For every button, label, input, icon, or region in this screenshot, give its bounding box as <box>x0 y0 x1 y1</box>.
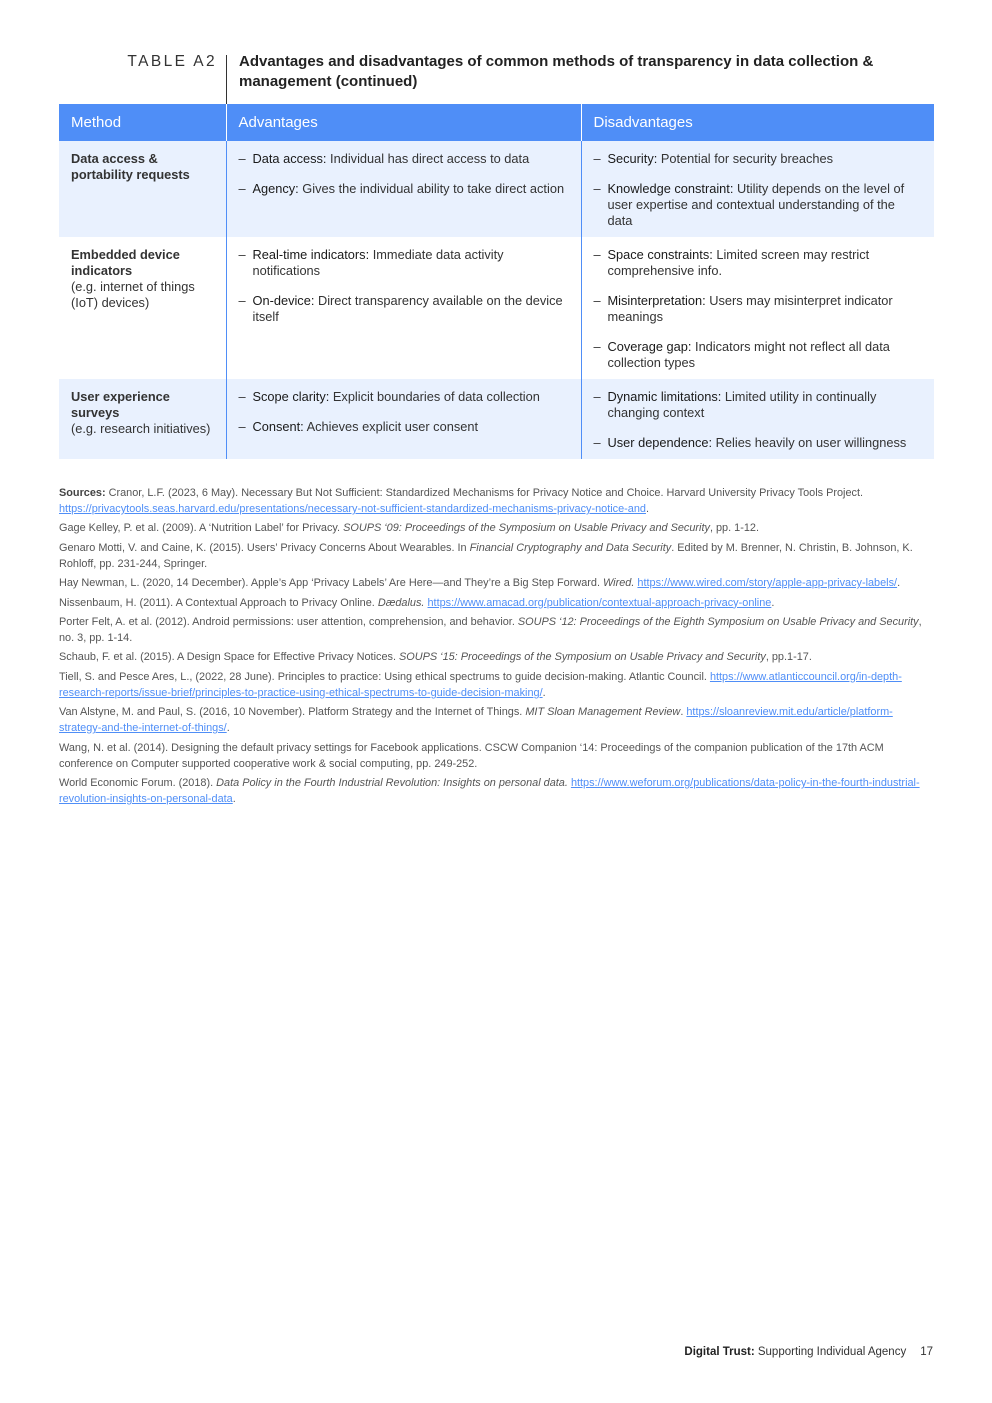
list-item <box>239 419 569 435</box>
point-term: Consent: <box>252 419 304 434</box>
footer-brand: Digital Trust: <box>684 1346 755 1358</box>
source-after: . Edited by M. Brenner, N. Christin, B. Johnson, K. Rohloff, pp. 231-244, Springer. <box>59 541 913 570</box>
point-text: Individual has direct access to data <box>326 151 530 166</box>
source-item <box>59 704 934 736</box>
method-cell <box>59 379 226 459</box>
table-row <box>59 237 934 379</box>
column-header-method: Method <box>59 104 226 141</box>
list-item <box>239 181 569 197</box>
method-name: User experience surveys <box>71 389 170 420</box>
source-text: World Economic Forum. (2018). <box>59 776 217 789</box>
source-italic: SOUPS ‘15: Proceedings of the Symposium on Usable Privacy and Security <box>399 651 766 664</box>
source-text: Nissenbaum, H. (2011). A Contextual Approach to Privacy Online. <box>59 596 378 609</box>
point-text: Relies heavily on user willingness <box>712 435 907 450</box>
list-item <box>239 151 569 167</box>
point-term: Space constraints: <box>607 247 713 262</box>
disadvantages-cell <box>581 141 934 237</box>
source-text: Wang, N. et al. (2014). Designing the default privacy settings for Facebook applications. CSCW Companion ‘14: Proceedings of the companion publication of the 17th ACM conference on Computer supported cooperative work & social computing, pp. 249-252. <box>59 741 884 770</box>
source-italic: MIT Sloan Management Review <box>525 706 681 719</box>
method-name: Data access & portability requests <box>71 151 190 182</box>
point-term: Data access: <box>252 151 327 166</box>
method-cell <box>59 237 226 379</box>
source-end: . <box>771 596 775 609</box>
table-header <box>59 52 934 104</box>
point-term: Real-time indicators: <box>252 247 370 262</box>
source-italic: SOUPS ‘12: Proceedings of the Eighth Symposium on Usable Privacy and Security <box>517 615 919 628</box>
source-text: Tiell, S. and Pesce Ares, L., (2022, 28 June). Principles to practice: Using ethical spectrums to guide decision-making. Atlantic Council. <box>59 670 710 683</box>
column-header-disadvantages: Disadvantages <box>581 104 934 141</box>
sources-label: Sources: <box>59 487 106 499</box>
point-text: Immediate data activity notifications <box>252 247 504 278</box>
list-item <box>594 181 923 229</box>
source-text: Van Alstyne, M. and Paul, S. (2016, 10 November). Platform Strategy and the Internet of Things. <box>59 706 526 719</box>
list-item <box>594 435 923 451</box>
page-number: 17 <box>920 1346 933 1358</box>
source-link[interactable]: https://privacytools.seas.harvard.edu/presentations/necessary-not-sufficient-standardized-mechanisms-privacy-notice-and <box>59 503 646 515</box>
table-header-row <box>59 104 934 141</box>
source-item <box>59 540 934 572</box>
method-example: (e.g. internet of things (IoT) devices) <box>71 279 195 310</box>
point-text: Users may misinterpret indicator meanings <box>607 293 893 324</box>
source-text: Cranor, L.F. (2023, 6 May). Necessary But Not Sufficient: Standardized Mechanisms for Privacy Notice and Choice. Harvard University Privacy Tools Project. <box>105 487 864 499</box>
source-end: . <box>226 722 230 735</box>
list-item <box>594 293 923 325</box>
source-item <box>59 775 934 807</box>
advantages-cell <box>226 141 581 237</box>
list-item <box>239 293 569 325</box>
source-link[interactable]: https://www.amacad.org/publication/contextual-approach-privacy-online <box>427 596 772 609</box>
source-italic: Wired. <box>603 577 635 590</box>
point-term: Coverage gap: <box>607 339 692 354</box>
source-item <box>59 575 934 591</box>
source-italic: SOUPS ‘09: Proceedings of the Symposium on Usable Privacy and Security <box>343 522 710 535</box>
advantages-cell <box>226 237 581 379</box>
list-item <box>594 389 923 421</box>
list-item <box>594 151 923 167</box>
disadvantages-cell <box>581 379 934 459</box>
source-item <box>59 649 934 665</box>
point-term: On-device: <box>252 293 315 308</box>
source-text: Porter Felt, A. et al. (2012). Android permissions: user attention, comprehension, and behavior. <box>59 615 518 628</box>
point-text: Achieves explicit user consent <box>303 419 479 434</box>
point-text: Gives the individual ability to take direct action <box>298 181 565 196</box>
source-link[interactable]: https://sloanreview.mit.edu/article/platform-strategy-and-the-internet-of-things/ <box>59 706 893 735</box>
source-after: , pp.1-17. <box>765 651 812 664</box>
footer-subtitle: Supporting Individual Agency <box>754 1346 907 1358</box>
table-label: TABLE A2 <box>127 53 217 70</box>
source-item <box>59 740 934 772</box>
point-term: Misinterpretation: <box>607 293 706 308</box>
source-item <box>59 520 934 536</box>
source-item <box>59 614 934 646</box>
source-item <box>59 669 934 701</box>
advantages-cell <box>226 379 581 459</box>
source-link[interactable]: https://www.wired.com/story/apple-app-privacy-labels/ <box>637 577 898 590</box>
point-term: User dependence: <box>607 435 713 450</box>
source-end: . <box>542 686 546 699</box>
list-item <box>594 339 923 371</box>
source-item <box>59 595 934 611</box>
table-title: Advantages and disadvantages of common methods of transparency in data collection & management (continued) <box>239 53 874 90</box>
disadvantages-cell <box>581 237 934 379</box>
point-text: Indicators might not reflect all data collection types <box>607 339 890 370</box>
source-link[interactable]: https://www.atlanticcouncil.org/in-depth-research-reports/issue-brief/principles-to-practice-using-ethical-spectrums-to-guide-decision-making/ <box>59 670 902 699</box>
list-item <box>239 389 569 405</box>
page-footer <box>684 1346 933 1358</box>
point-text: Limited utility in continually changing context <box>607 389 877 420</box>
method-cell <box>59 141 226 237</box>
point-text: Direct transparency available on the device itself <box>252 293 563 324</box>
point-term: Security: <box>607 151 658 166</box>
table-row <box>59 141 934 237</box>
point-text: Potential for security breaches <box>657 151 833 166</box>
point-term: Scope clarity: <box>252 389 330 404</box>
source-item <box>59 485 934 517</box>
source-italic: Financial Cryptography and Data Security <box>469 541 672 554</box>
source-after: , no. 3, pp. 1-14. <box>59 615 922 644</box>
source-after: . <box>680 706 687 719</box>
source-link[interactable]: https://www.weforum.org/publications/data-policy-in-the-fourth-industrial-revolution-insights-on-personal-data <box>59 776 920 805</box>
source-text: Hay Newman, L. (2020, 14 December). Apple’s App ‘Privacy Labels’ Are Here—and They’re a Big Step Forward. <box>59 577 603 590</box>
source-text: Gage Kelley, P. et al. (2009). A ‘Nutrition Label’ for Privacy. <box>59 522 344 535</box>
source-after: , pp. 1-12. <box>709 522 759 535</box>
point-term: Knowledge constraint: <box>607 181 734 196</box>
table-row <box>59 379 934 459</box>
method-example: (e.g. research initiatives) <box>71 421 211 436</box>
source-italic: Dædalus. <box>377 596 425 609</box>
point-text: Utility depends on the level of user expertise and contextual understanding of the data <box>607 181 905 228</box>
source-text: Schaub, F. et al. (2015). A Design Space for Effective Privacy Notices. <box>59 651 399 664</box>
point-text: Limited screen may restrict comprehensive info. <box>607 247 870 278</box>
list-item <box>239 247 569 279</box>
header-divider <box>226 55 227 104</box>
column-header-advantages: Advantages <box>226 104 581 141</box>
source-end: . <box>645 503 649 515</box>
list-item <box>594 247 923 279</box>
methods-table <box>59 104 934 459</box>
source-text: Genaro Motti, V. and Caine, K. (2015). Users’ Privacy Concerns About Wearables. In <box>59 541 470 554</box>
source-italic: Data Policy in the Fourth Industrial Revolution: Insights on personal data. <box>216 776 568 789</box>
source-end: . <box>232 792 236 805</box>
point-term: Dynamic limitations: <box>607 389 722 404</box>
point-text: Explicit boundaries of data collection <box>329 389 540 404</box>
sources-list <box>59 485 934 810</box>
source-end: . <box>897 577 901 590</box>
point-term: Agency: <box>252 181 299 196</box>
method-name: Embedded device indicators <box>71 247 180 278</box>
